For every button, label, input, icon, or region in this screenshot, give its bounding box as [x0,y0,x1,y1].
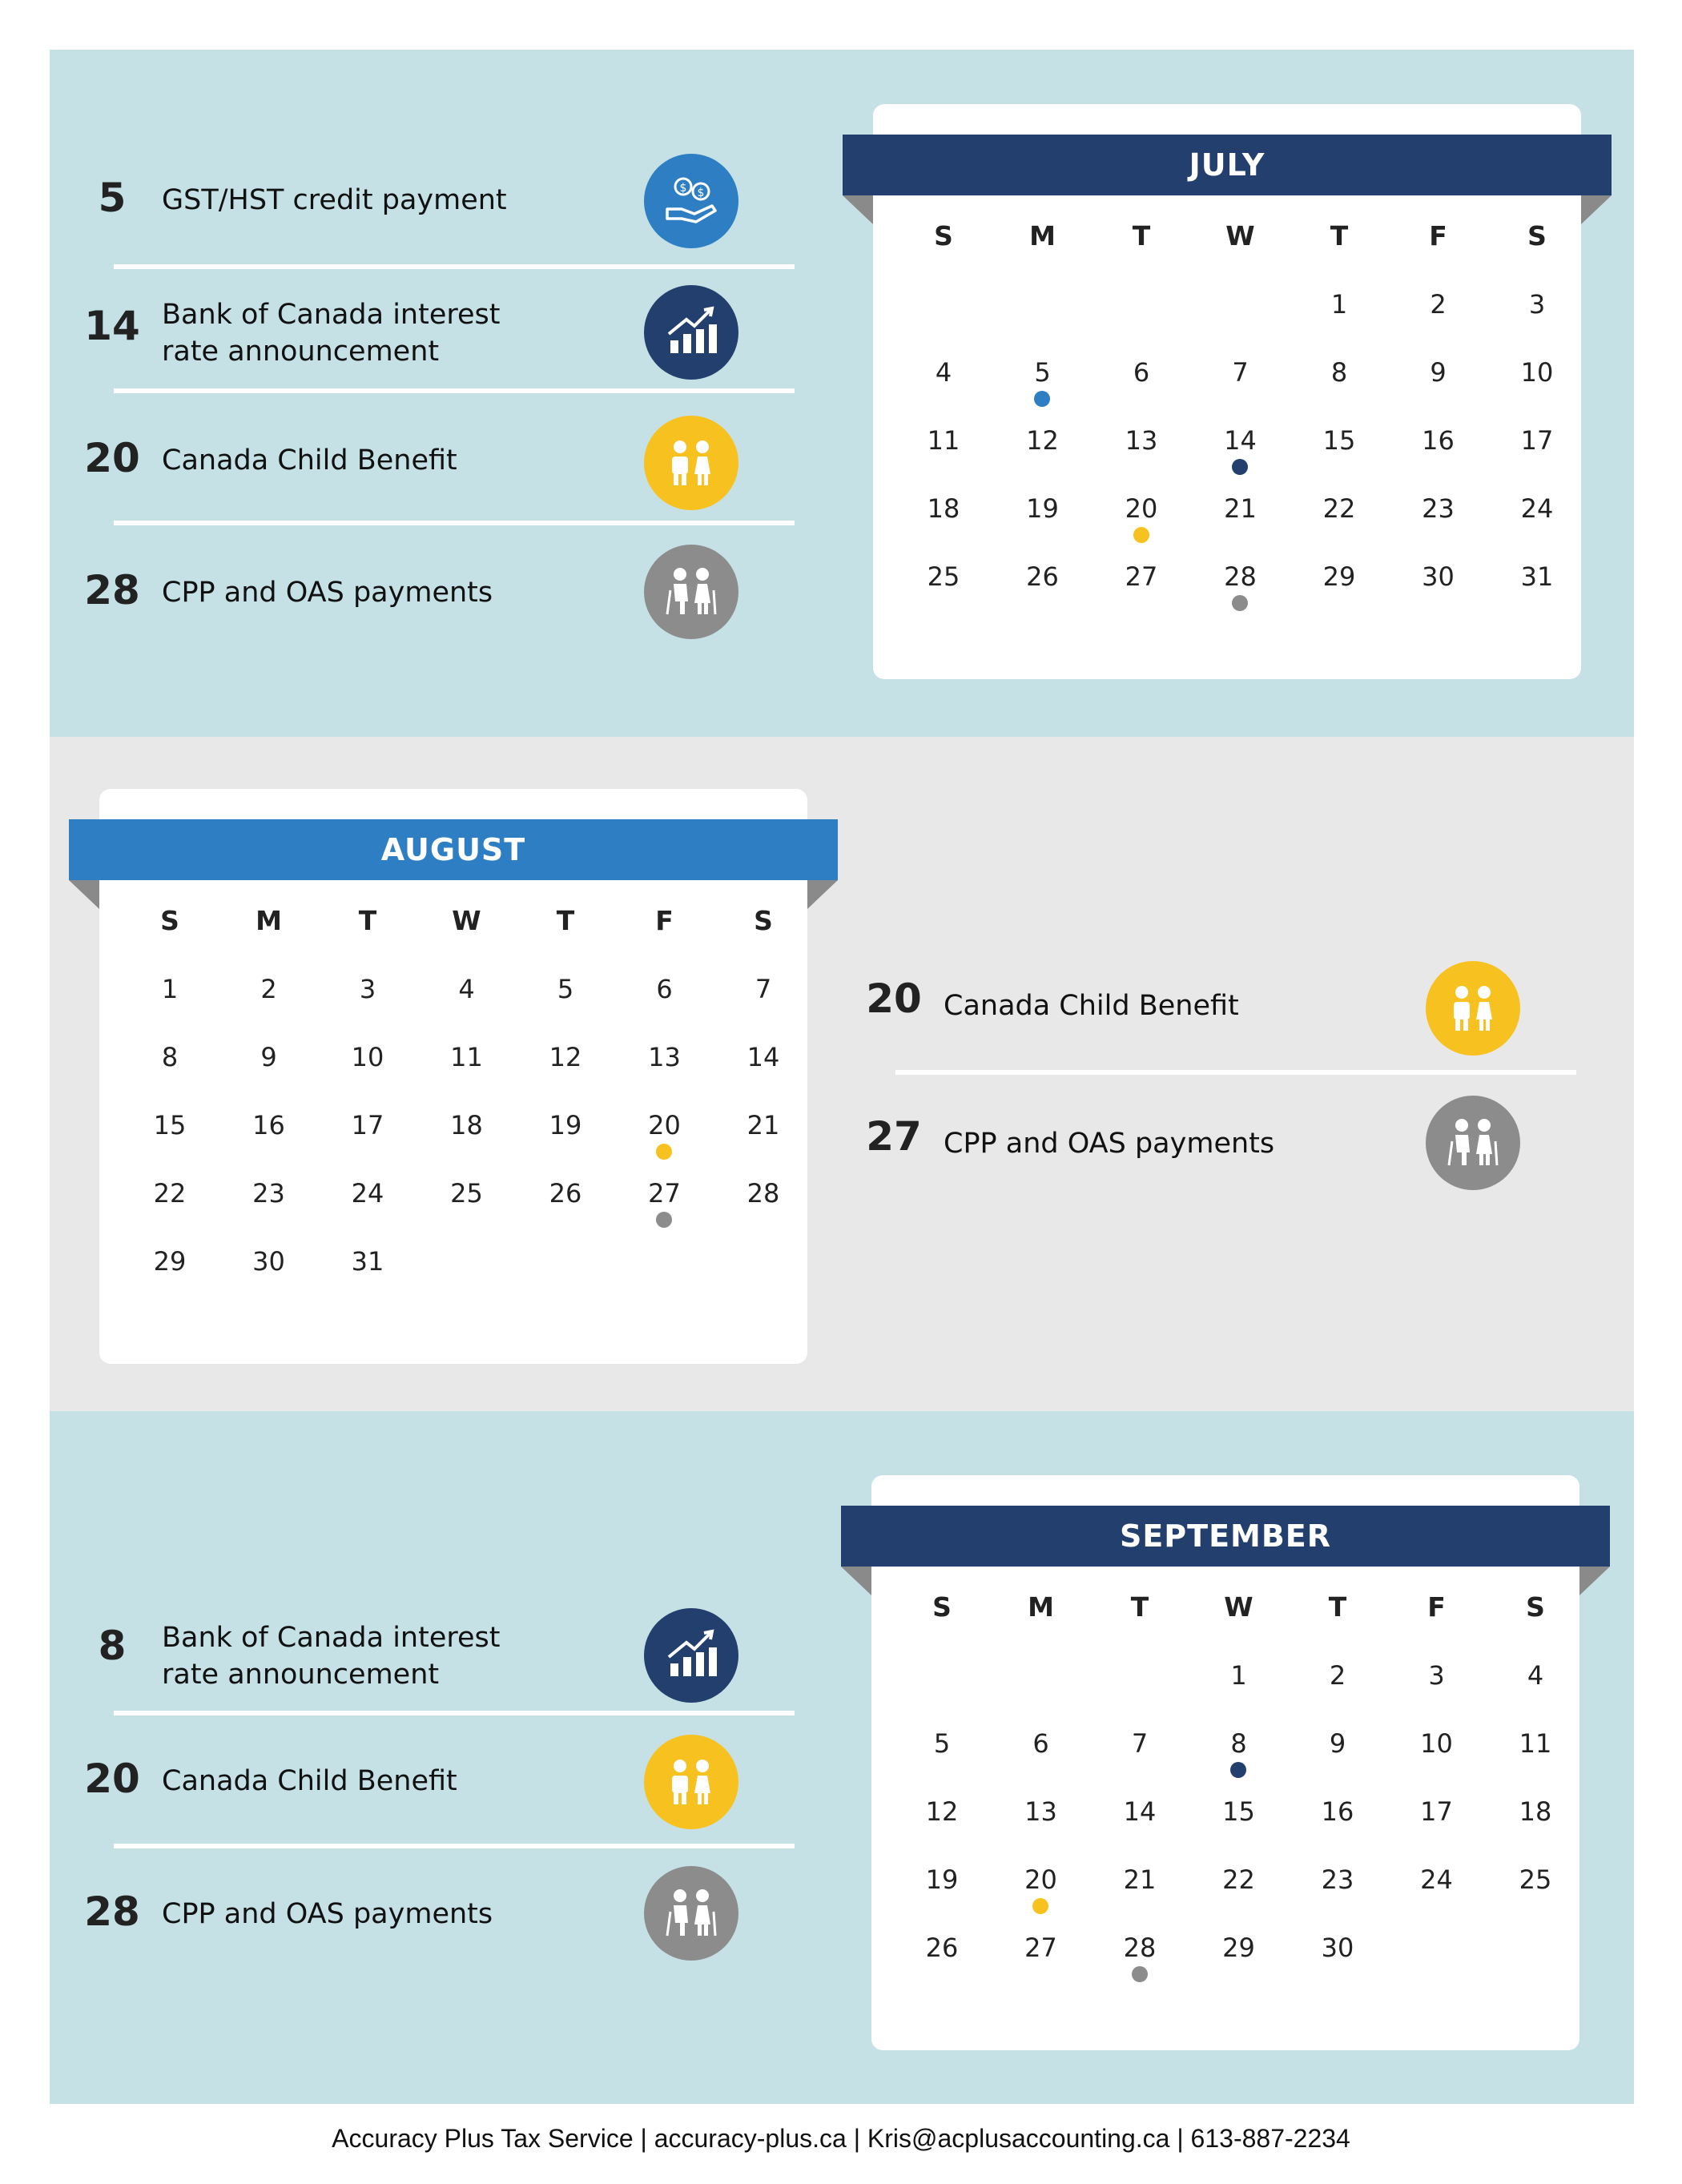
calendar-day: 31 [351,1246,384,1277]
weekday-header: M [1028,1591,1054,1623]
weekday-header: M [1029,220,1056,251]
event-july-28 [64,545,746,641]
calendar-day: 21 [746,1110,780,1140]
children-icon [644,1735,738,1829]
calendar-day: 27 [1125,561,1158,592]
weekday-header: S [934,220,953,251]
calendar-day: 15 [1222,1796,1255,1827]
calendar-day: 12 [925,1796,959,1827]
separator [114,388,795,393]
calendar-day: 12 [1026,425,1059,456]
calendar-day: 22 [1322,493,1356,524]
july-calendar [873,104,1581,679]
event-day: 14 [84,303,140,349]
calendar-day: 2 [1430,289,1447,320]
calendar-day: 13 [1125,425,1158,456]
weekday-header: T [1330,220,1349,251]
event-marker-dot [1032,1898,1048,1914]
calendar-day: 15 [153,1110,187,1140]
calendar-day: 5 [933,1728,951,1759]
weekday-header: T [556,905,575,936]
separator [114,264,795,269]
calendar-day: 7 [754,974,772,1004]
month-title: JULY [843,135,1612,195]
calendar-day: 26 [549,1178,582,1209]
weekday-header: M [256,905,282,936]
calendar-day: 30 [1321,1933,1354,1963]
calendar-day: 9 [1430,357,1447,388]
weekday-header: T [1130,1591,1149,1623]
calendar-day: 20 [648,1110,681,1140]
separator [895,1070,1576,1075]
ribbon-fold [843,195,873,224]
weekday-header: T [358,905,377,936]
weekday-header: F [1429,220,1447,251]
children-icon [644,416,738,510]
seniors-icon [644,545,738,639]
calendar-day: 19 [925,1864,959,1895]
weekday-header: S [1527,220,1547,251]
event-day: 20 [84,1756,140,1802]
calendar-day: 18 [1519,1796,1552,1827]
calendar-day: 30 [1422,561,1455,592]
weekday-header: S [754,905,773,936]
calendar-day: 27 [1024,1933,1057,1963]
calendar-day: 19 [549,1110,582,1140]
event-marker-dot [656,1212,672,1228]
seniors-icon [1426,1096,1520,1190]
calendar-day: 2 [1329,1660,1346,1691]
calendar-day: 10 [351,1042,384,1072]
calendar-day: 18 [927,493,960,524]
calendar-day: 11 [1519,1728,1552,1759]
september-calendar [871,1475,1579,2050]
event-label: CPP and OAS payments [162,1898,493,1930]
event-day: 20 [866,975,922,1022]
event-day: 27 [866,1113,922,1160]
calendar-day: 4 [1527,1660,1544,1691]
event-day: 5 [98,175,127,221]
calendar-day: 22 [1222,1864,1255,1895]
calendar-day: 14 [746,1042,780,1072]
calendar-day: 1 [1330,289,1348,320]
separator [114,1844,795,1848]
calendar-day: 21 [1224,493,1257,524]
calendar-day: 13 [648,1042,681,1072]
calendar-day: 8 [1230,1728,1247,1759]
ribbon-fold [841,1567,871,1595]
calendar-day: 5 [1034,357,1051,388]
calendar-day: 23 [1321,1864,1354,1895]
calendar-day: 28 [746,1178,780,1209]
calendar-day: 25 [927,561,960,592]
calendar-day: 24 [1520,493,1554,524]
calendar-day: 30 [252,1246,285,1277]
calendar-day: 12 [549,1042,582,1072]
event-day: 8 [98,1623,127,1669]
event-marker-dot [1034,391,1050,407]
event-label: Bank of Canada interest rate announcement [162,299,501,368]
calendar-day: 4 [935,357,952,388]
calendar-day: 8 [161,1042,179,1072]
separator [114,1711,795,1715]
event-label: Canada Child Benefit [944,990,1239,1022]
children-icon [1426,961,1520,1056]
svg-text:$: $ [697,187,705,199]
calendar-day: 23 [1422,493,1455,524]
separator [114,521,795,525]
calendar-day: 14 [1224,425,1257,456]
calendar-day: 11 [927,425,960,456]
calendar-day: 26 [1026,561,1059,592]
event-label: CPP and OAS payments [162,577,493,609]
weekday-header: W [452,905,481,936]
calendar-day: 24 [1420,1864,1453,1895]
event-july-20 [64,412,746,509]
calendar-day: 1 [1230,1660,1247,1691]
calendar-day: 31 [1520,561,1554,592]
event-september-8 [64,1602,746,1706]
weekday-header: W [1225,220,1255,251]
event-august-20 [846,961,1528,1057]
weekday-header: F [1427,1591,1446,1623]
calendar-day: 20 [1024,1864,1057,1895]
weekday-header: F [655,905,674,936]
calendar-day: 3 [1528,289,1546,320]
calendar-day: 3 [1428,1660,1445,1691]
event-label: Canada Child Benefit [162,1765,457,1797]
event-september-20 [64,1733,746,1829]
event-label: Bank of Canada interest rate announcement [162,1622,501,1691]
calendar-day: 29 [1222,1933,1255,1963]
calendar-day: 29 [1322,561,1356,592]
calendar-day: 27 [648,1178,681,1209]
calendar-day: 25 [1519,1864,1552,1895]
event-marker-dot [1132,1966,1148,1982]
calendar-day: 9 [1329,1728,1346,1759]
event-day: 28 [84,1888,140,1935]
footer-contact: Accuracy Plus Tax Service | accuracy-plus.ca | Kris@acplusaccounting.ca | 613-887-2234 [332,2124,1350,2153]
calendar-day: 25 [450,1178,483,1209]
weekday-header: S [160,905,179,936]
event-july-14 [64,280,746,384]
svg-text:$: $ [679,182,687,195]
calendar-day: 5 [557,974,574,1004]
calendar-day: 17 [1520,425,1554,456]
calendar-day: 15 [1322,425,1356,456]
calendar-day: 21 [1123,1864,1157,1895]
event-august-27 [846,1096,1528,1192]
calendar-day: 6 [656,974,673,1004]
calendar-day: 3 [359,974,376,1004]
weekday-header: T [1328,1591,1347,1623]
calendar-day: 8 [1330,357,1348,388]
growth-chart-icon [644,1608,738,1703]
calendar-day: 26 [925,1933,959,1963]
calendar-day: 14 [1123,1796,1157,1827]
calendar-day: 22 [153,1178,187,1209]
calendar-day: 19 [1026,493,1059,524]
seniors-icon [644,1866,738,1961]
calendar-day: 17 [1420,1796,1453,1827]
august-calendar [99,789,807,1364]
calendar-day: 18 [450,1110,483,1140]
calendar-day: 16 [1321,1796,1354,1827]
weekday-header: T [1132,220,1151,251]
calendar-day: 7 [1131,1728,1149,1759]
calendar-day: 23 [252,1178,285,1209]
calendar-day: 24 [351,1178,384,1209]
event-july-5 [64,152,746,248]
event-marker-dot [1133,527,1149,543]
calendar-day: 13 [1024,1796,1057,1827]
calendar-day: 20 [1125,493,1158,524]
calendar-day: 29 [153,1246,187,1277]
month-title: AUGUST [69,819,838,880]
calendar-day: 10 [1520,357,1554,388]
calendar-day: 6 [1133,357,1150,388]
calendar-day: 16 [1422,425,1455,456]
calendar-day: 16 [252,1110,285,1140]
money-hand-icon [644,154,738,248]
calendar-day: 7 [1232,357,1249,388]
calendar-day: 28 [1123,1933,1157,1963]
ribbon-fold [69,880,99,909]
weekday-header: W [1224,1591,1253,1623]
calendar-day: 4 [458,974,475,1004]
weekday-header: S [1526,1591,1545,1623]
calendar-day: 11 [450,1042,483,1072]
calendar-day: 6 [1032,1728,1049,1759]
month-title: SEPTEMBER [841,1506,1610,1567]
growth-chart-icon [644,285,738,380]
event-september-28 [64,1866,746,1962]
calendar-day: 28 [1224,561,1257,592]
calendar-day: 17 [351,1110,384,1140]
calendar-day: 2 [260,974,277,1004]
calendar-day: 9 [260,1042,277,1072]
event-label: CPP and OAS payments [944,1128,1275,1160]
event-marker-dot [1232,595,1248,611]
calendar-day: 1 [161,974,179,1004]
weekday-header: S [932,1591,952,1623]
calendar-day: 10 [1420,1728,1453,1759]
event-day: 28 [84,567,140,613]
event-marker-dot [1230,1762,1246,1778]
event-marker-dot [1232,459,1248,475]
event-day: 20 [84,435,140,481]
event-label: Canada Child Benefit [162,444,457,477]
event-label: GST/HST credit payment [162,184,507,216]
event-marker-dot [656,1144,672,1160]
